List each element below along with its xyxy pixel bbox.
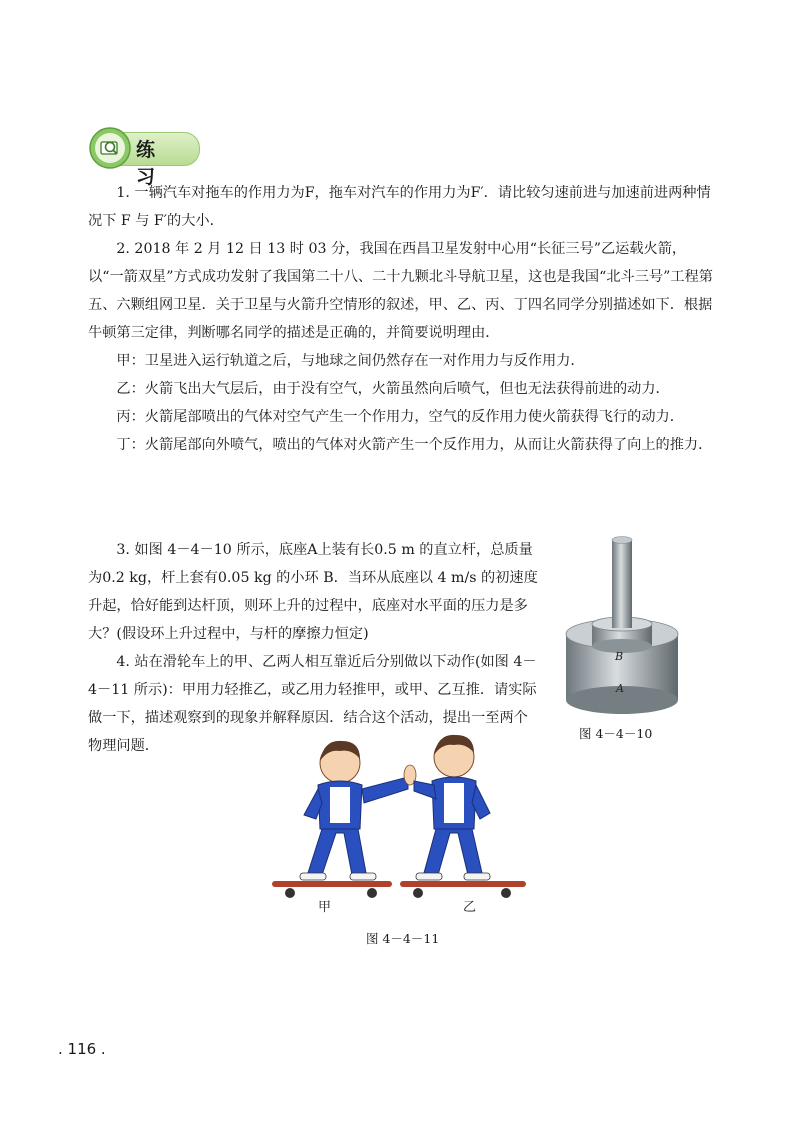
label-b: B (615, 650, 624, 663)
figure-caption-4-4-11: 图 4－4－11 (366, 931, 440, 946)
figure-caption-4-4-10: 图 4－4－10 (579, 726, 653, 741)
question-1-text: 1. 一辆汽车对拖车的作用力为F，拖车对汽车的作用力为F′．请比较匀速前进与加速前进两种情况下 F 与 F′的大小． (88, 185, 711, 229)
exercise-header (88, 126, 200, 188)
question-3-4 (88, 536, 540, 760)
header-title: 练 习 (136, 139, 164, 188)
question-1 (88, 179, 714, 235)
statement-ding: 丁：火箭尾部向外喷气，喷出的气体对火箭产生一个反作用力，从而让火箭获得了向上的推力． (116, 437, 713, 453)
statement-jia: 甲：卫星进入运行轨道之后，与地球之间仍然存在一对作用力与反作用力． (116, 353, 585, 369)
page-number: . 116 . (58, 1040, 106, 1058)
person-yi (400, 735, 526, 898)
statement-bing: 丙：火箭尾部喷出的气体对空气产生一个作用力，空气的反作用力使火箭获得飞行的动力． (116, 409, 684, 425)
question-2 (88, 235, 714, 459)
magnifier-icon (88, 126, 132, 170)
label-a: A (616, 682, 624, 695)
question-4-text: 4. 站在滑轮车上的甲、乙两人相互靠近后分别做以下动作(如图 4－4－11 所示)：甲用力轻推乙，或乙用力轻推甲，或甲、乙互推．请实际做一下，描述观察到的现象并解释原因．结合这个活动，提出一至两个物理问题． (88, 654, 537, 754)
person-jia (272, 741, 416, 898)
label-jia: 甲 (318, 900, 332, 915)
label-yi: 乙 (463, 900, 477, 915)
rod-base-figure (562, 532, 682, 717)
skaters-illustration (268, 733, 530, 913)
statement-yi: 乙：火箭飞出大气层后，由于没有空气，火箭虽然向后喷气，但也无法获得前进的动力． (116, 381, 670, 397)
question-3-text: 3. 如图 4－4－10 所示，底座A上装有长0.5 m 的直立杆，总质量为0.2 kg，杆上套有0.05 kg 的小环 B．当环从底座以 4 m/s 的初速度升起，恰好能到达杆顶，则环上升的过程中，底座对水平面的压力是多大？(假设环上升过程中，与杆的摩擦力恒定) (88, 542, 538, 642)
question-2-text: 2. 2018 年 2 月 12 日 13 时 03 分，我国在西昌卫星发射中心用“长征三号”乙运载火箭，以“一箭双星”方式成功发射了我国第二十八、二十九颗北斗导航卫星，这也是我国“北斗三号”工程第五、六颗组网卫星．关于卫星与火箭升空情形的叙述，甲、乙、丙、丁四名同学分别描述如下．根据牛顿第三定律，判断哪名同学的描述是正确的，并简要说明理由． (88, 241, 713, 341)
